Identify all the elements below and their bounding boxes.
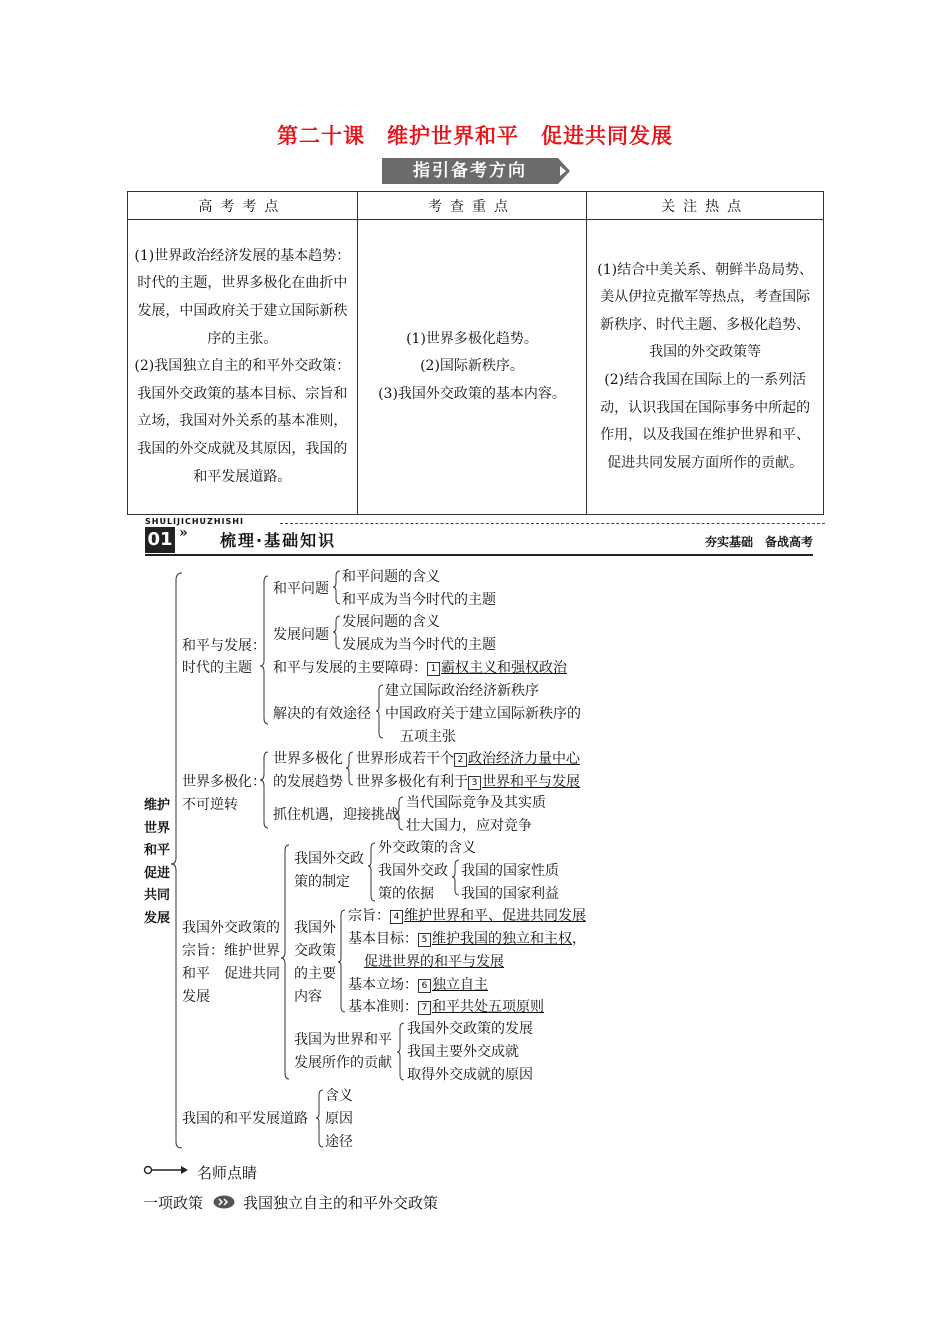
root-line: 和平 [143,843,170,858]
answer-number: 7 [418,1001,431,1015]
leaf: 五项主张 [400,729,456,745]
leaf-label: 基本立场： [348,977,418,993]
leaf: 途径 [325,1134,353,1150]
key-point-3: (3)我国外交政策的基本内容。 [378,385,566,402]
policy-text: 我国独立自主的和平外交政策 [243,1194,439,1212]
header-exam-points: 高考考点 [128,192,358,220]
node-obstacle [273,659,567,677]
chevron-right-icon: » [179,525,188,541]
branch-foreign-policy-3: 和平 促进共同 [182,966,280,982]
header-hot-topics: 关注热点 [587,192,824,220]
branch-foreign-policy: 我国外交政策的 [182,920,280,936]
section-number: 01 [145,527,175,553]
branch-peace-development: 和平与发展： [182,638,266,654]
page-title: 第二十课 维护世界和平 促进共同发展 [277,124,673,148]
answer-number: 3 [468,776,481,790]
branch-foreign-policy-2: 宗旨：维护世界 [182,943,280,959]
node-opportunity: 抓住机遇，迎接挑战 [273,807,399,823]
leaf: 我国的国家性质 [461,863,559,879]
answer-4: 维护世界和平、促进共同发展 [404,908,586,924]
answer-1: 霸权主义和强权政治 [441,660,567,676]
branch-peace-development-2: 时代的主题 [182,660,252,676]
leaf [348,976,488,994]
node-peace-issue: 和平问题 [273,581,329,597]
answer-5b: 促进世界的和平与发展 [364,954,504,970]
leaf: 发展问题的含义 [342,614,440,630]
answer-7: 和平共处五项原则 [432,999,544,1015]
leaf: 壮大国力，应对竞争 [406,818,532,834]
branch-multipolar-2: 不可逆转 [182,797,238,813]
branch-multipolar: 世界多极化： [182,774,266,790]
leaf [348,907,586,925]
answer-2: 政治经济力量中心 [468,751,580,767]
branch-peaceful-path: 我国的和平发展道路 [182,1111,308,1127]
policy-label: 一项政策 [143,1194,204,1212]
comma: ， [572,931,586,947]
node-policy-content-2: 交政策 [294,943,336,959]
leaf [356,773,580,791]
leaf: 发展成为当今时代的主题 [342,637,496,653]
node-policy-content-3: 的主要 [294,966,336,982]
root-line: 世界 [143,820,170,836]
root-line: 维护 [143,798,170,813]
root-line: 共同 [143,888,170,903]
root-line: 发展 [143,910,170,926]
key-point-2: (2)国际新秩序。 [420,358,524,375]
node-contribution-2: 发展所作的贡献 [294,1055,392,1071]
node-policy-making-2: 策的制定 [294,874,350,890]
leaf: 原因 [325,1111,353,1127]
leaf [356,750,580,768]
answer-number: 6 [418,979,431,993]
exam-point-2: (2)我国独立自主的和平外交政策：我国外交政策的基本目标、宗旨和立场，我国对外关系的基本准则，我国的外交成就及其原因，我国的和平发展道路。 [134,358,351,485]
node-multipolar-trend: 世界多极化 [273,751,343,767]
leaf: 含义 [325,1088,353,1104]
leaf: 中国政府关于建立国际新秩序的 [385,706,581,722]
node-multipolar-trend-2: 的发展趋势 [273,774,343,790]
answer-3: 世界和平与发展 [482,774,580,790]
answer-number: 5 [418,933,431,947]
section-title: 梳理·基础知识 [220,531,337,550]
answer-5: 维护我国的独立和主权 [432,931,572,947]
leaf: 和平成为当今时代的主题 [342,592,496,608]
leaf [364,953,504,971]
leaf: 我国外交政策的发展 [407,1021,533,1037]
node-policy-making: 我国外交政 [294,851,364,867]
leaf-label: 基本准则： [348,999,418,1015]
node-policy-content-4: 内容 [294,989,322,1005]
branch-foreign-policy-4: 发展 [182,989,210,1005]
node-solution: 解决的有效途径 [273,706,371,722]
leaf: 取得外交成就的原因 [407,1067,533,1083]
answer-number: 1 [427,662,440,676]
header-key-points: 考查重点 [357,192,587,220]
node-policy-basis-2: 策的依据 [378,886,434,902]
double-chevron-icon [213,1195,235,1209]
leaf-label: 基本目标： [348,931,418,947]
node-obstacle-label: 和平与发展的主要障碍： [273,660,427,676]
node-policy-content: 我国外 [294,920,336,936]
banner-label: 指引备考方向 [382,158,558,184]
mindmap-root [140,795,174,930]
answer-number: 4 [390,910,403,924]
key-point-1: (1)世界多极化趋势。 [406,330,538,347]
leaf: 我国的国家利益 [461,886,559,902]
answer-number: 2 [454,753,467,767]
node-policy-basis: 我国外交政 [378,863,448,879]
leaf-label: 世界形成若干个 [356,751,454,767]
node-contribution: 我国为世界和平 [294,1032,392,1048]
root-line: 促进 [143,865,170,881]
leaf [348,930,586,948]
section-slogan: 夯实基础 备战高考 [704,535,813,549]
answer-6: 独立自主 [432,977,488,993]
leaf: 和平问题的含义 [342,569,440,585]
hot-topic-2: (2)结合我国在国际上的一系列活动，认识我国在国际事务中所起的作用，以及我国在维护世界和平、促进共同发展方面所作的贡献。 [600,372,811,471]
leaf-label: 宗旨： [348,908,390,924]
exam-point-1: (1)世界政治经济发展的基本趋势：时代的主题，世界多极化在曲折中发展，中国政府关于建立国际新秩序的主张。 [134,247,351,347]
node-development-issue: 发展问题 [273,627,329,643]
leaf: 我国主要外交成就 [407,1044,519,1060]
section-pinyin: SHULIJICHUZHISHI [145,517,244,526]
leaf: 建立国际政治经济新秩序 [385,683,539,699]
leaf: 外交政策的含义 [378,840,476,856]
tip-title: 名师点睛 [197,1164,258,1182]
tip-arrow-icon [143,1164,189,1176]
leaf [348,998,544,1016]
hot-topic-1: (1)结合中美关系、朝鲜半岛局势、美从伊拉克撤军等热点，考查国际新秩序、时代主题、多极化趋势、我国的外交政策等 [597,261,814,361]
leaf: 当代国际竞争及其实质 [406,795,546,811]
leaf-label: 世界多极化有利于 [356,774,468,790]
